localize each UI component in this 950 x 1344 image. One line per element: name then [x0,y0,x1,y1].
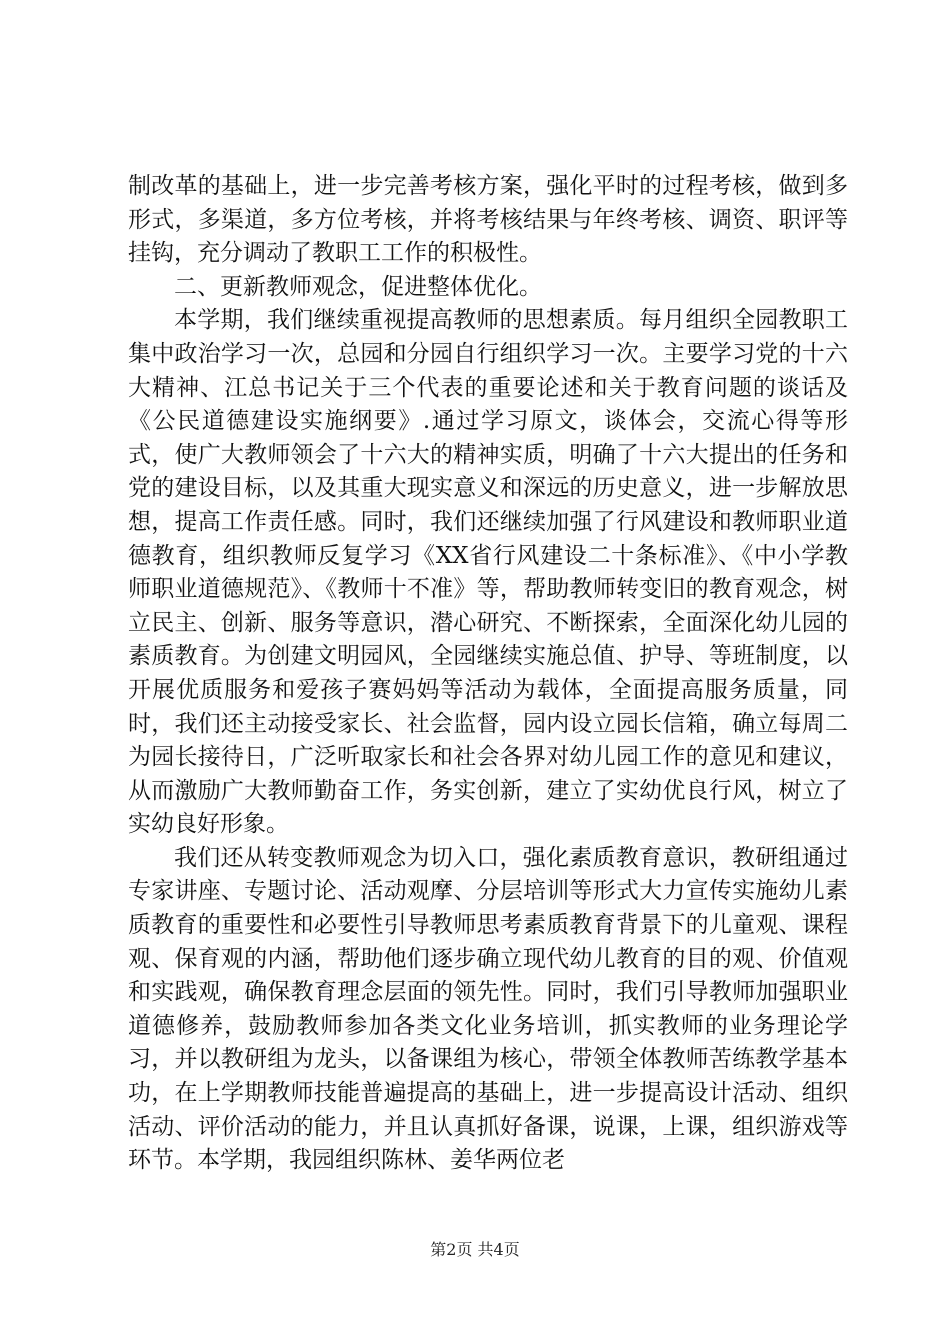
page-footer: 第2页 共4页 [430,1240,520,1259]
paragraph-teacher-concepts: 我们还从转变教师观念为切入口，强化素质教育意识，教研组通过专家讲座、专题讨论、活动观摩、分层培训等形式大力宣传实施幼儿素质教育的重要性和必要性引导教师思考素质教育背景下的儿童观、课程观、保育观的内涵，帮助他们逐步确立现代幼儿教育的目的观、价值观和实践观，确保教育理念层面的领先性。同时，我们引导教师加强职业道德修养，鼓励教师参加各类文化业务培训，抓实教师的业务理论学习，并以教研组为龙头，以备课组为核心，带领全体教师苦练教学基本功，在上学期教师技能普遍提高的基础上，进一步提高设计活动、组织活动、评价活动的能力，并且认真抓好备课，说课，上课，组织游戏等环节。本学期，我园组织陈林、姜华两位老 [128,844,848,1174]
document-body [128,170,848,1178]
paragraph-continuation: 制改革的基础上，进一步完善考核方案，强化平时的过程考核，做到多形式，多渠道，多方位考核，并将考核结果与年终考核、调资、职评等挂钩，充分调动了教职工工作的积极性。 [128,173,848,267]
section-heading: 二、更新教师观念，促进整体优化。 [174,273,542,300]
paragraph-political-study: 本学期，我们继续重视提高教师的思想素质。每月组织全园教职工集中政治学习一次，总园和分园自行组织学习一次。主要学习党的十六大精神、江总书记关于三个代表的重要论述和关于教育问题的谈话及《公民道德建设实施纲要》.通过学习原文，谈体会，交流心得等形式，使广大教师领会了十六大的精神实质，明确了十六大提出的任务和党的建设目标，以及其重大现实意义和深远的历史意义，进一步解放思想，提高工作责任感。同时，我们还继续加强了行风建设和教师职业道德教育，组织教师反复学习《XX省行风建设二十条标准》、《中小学教师职业道德规范》、《教师十不准》等，帮助教师转变旧的教育观念，树立民主、创新、服务等意识，潜心研究、不断探索，全面深化幼儿园的素质教育。为创建文明园风，全园继续实施总值、护导、等班制度，以开展优质服务和爱孩子赛妈妈等活动为载体，全面提高服务质量，同时，我们还主动接受家长、社会监督，园内设立园长信箱，确立每周二为园长接待日，广泛听取家长和社会各界对幼儿园工作的意见和建议，从而激励广大教师勤奋工作，务实创新，建立了实幼优良行风，树立了实幼良好形象。 [128,307,848,838]
